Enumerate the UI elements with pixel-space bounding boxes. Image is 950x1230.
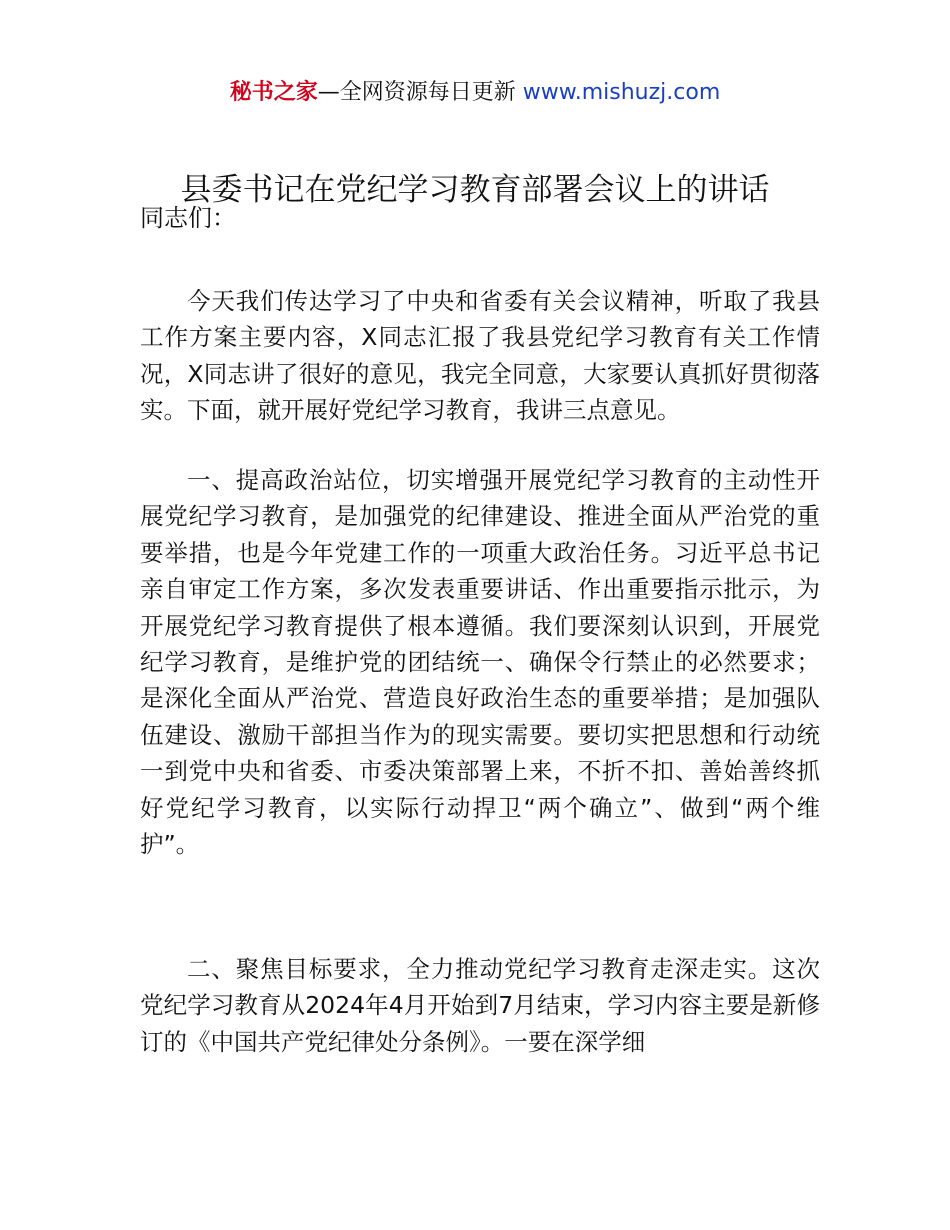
site-header	[0, 78, 950, 108]
greeting: 同志们：	[140, 204, 236, 232]
site-brand: 秘书之家	[229, 80, 318, 105]
paragraph-section-two: 二、聚焦目标要求，全力推动党纪学习教育走深走实。这次党纪学习教育从2024年4月开始到7月结束，学习内容主要是新修订的《中国共产党纪律处分条例》。一要在深学细	[140, 955, 820, 1056]
paragraph-intro: 今天我们传达学习了中央和省委有关会议精神，听取了我县工作方案主要内容，X同志汇报了我县党纪学习教育有关工作情况，X同志讲了很好的意见，我完全同意，大家要认真抓好贯彻落实。下面，就开展好党纪学习教育，我讲三点意见。	[140, 287, 820, 425]
site-url-link[interactable]: www.mishuzj.com	[522, 80, 721, 105]
header-dash: —	[317, 80, 340, 105]
site-tagline: 全网资源每日更新	[339, 80, 523, 105]
paragraph-section-one: 一、提高政治站位，切实增强开展党纪学习教育的主动性开展党纪学习教育，是加强党的纪律建设、推进全面从严治党的重要举措，也是今年党建工作的一项重大政治任务。习近平总书记亲自审定工作方案，多次发表重要讲话、作出重要指示批示，为开展党纪学习教育提供了根本遵循。我们要深刻认识到，开展党纪学习教育，是维护党的团结统一、确保令行禁止的必然要求；是深化全面从严治党、营造良好政治生态的重要举措；是加强队伍建设、激励干部担当作为的现实需要。要切实把思想和行动统一到党中央和省委、市委决策部署上来，不折不扣、善始善终抓好党纪学习教育，以实际行动捍卫“两个确立”、做到“两个维护”。	[140, 466, 820, 859]
document-title: 县委书记在党纪学习教育部署会议上的讲话	[180, 172, 770, 208]
